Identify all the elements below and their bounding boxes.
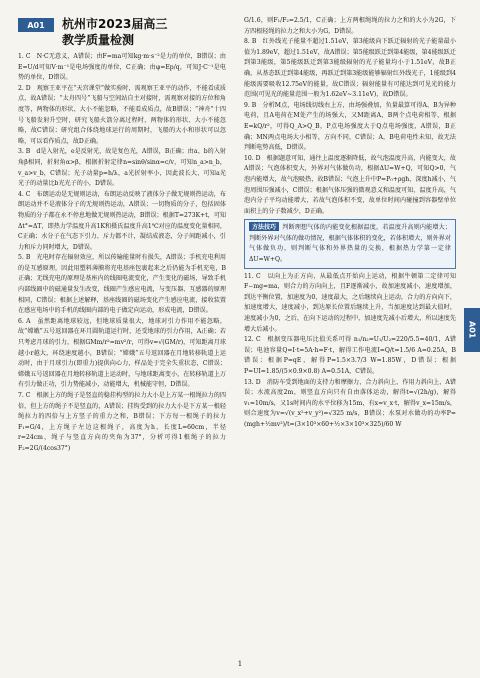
answer-1: 1. C N·C无意义，A错误；由F=ma可知kg·m·s⁻²是力的单位，B错误；由E=U/d可知V·m⁻¹是电场强度的单位，C正确；由φ=Ep/q，可知J·C⁻¹是电势的单位，D错误。 bbox=[18, 53, 226, 82]
answer-3: 3. B d是入射光，e是反射光，故是复色光，A错误，B正确；由a、b的入射角β相同，折射角α>β，根据折射定律n=sinθ/sinα=c/v，可知n_a>n_b，v_a>v_b，C错误；光子动量p=h/λ，a光折射率小，因此波长大，可知a光光子的动量比b光光子的小，D错误。 bbox=[18, 148, 226, 188]
answer-5: 5. B 光电时存在辐射效应，所以传输能量时有损失，A错误；手机充电利用的是互感原理，因此用塑料薄膜将充电基座包裹起来之后仍能为手机充电，B正确；无线充电的原理是基座内的线圈电流变化，产生变化的磁场，导致手机内部线圈中的磁通量发生改变，线圈产生感应电流，与变压器、互感器的原理相同，C错误；根据上述解释，基座线圈的磁场变化产生感应电流，接收装置在感应电场中的手机的线圈内部的电子做定向运动，形成电流，D错误。 bbox=[18, 254, 226, 315]
method-hint-box bbox=[244, 219, 456, 268]
side-tab: A01 bbox=[464, 308, 480, 352]
answer-10: 10. D 根据题意可知，通往上温度逐渐降低，故气泡温度升高，内能变大，故A错误；气泡体积变大，外界对气体做负功，根据ΔU=W+Q，可知Q>0，气泡内能增大，故气泡吸热，故B错误；气泡上升中P=P₀+ρgh，深度h减小，气泡周围压强减小，C错误；根据气体压强的微观意义和温度可知，温度升高，气泡内分子平均动能增大，若故气泡体积不变，故单位时间内碰撞到容器壁单位面积上的分子数减少，D正确。 bbox=[244, 154, 456, 215]
answer-7: 7. C 根据上方的绳子是竖直的稳挂构型的拉力大小是上方某一根绳拉力的四倍，但上方的绳子不是竖直的，A错误；挂钩受到的拉力大小是下方某一根轻绳拉力的四倍与上方竖子的重力之和，B错误；下方每一根绳子的拉力F₁=G/4，上方绳子左边这根绳子，高度为h，长度L=60cm，半径r=24cm，绳子与竖直方向的夹角为37°，分析可得1根绳子的拉力F₂=2G/(4cos37°) bbox=[18, 392, 226, 452]
method-hint-text: 判断理想气体的内能变化根据温度，若温度升高则内能增大；判断外界对气体的做功情况，根据气体体积的变化，若体积增大，则外界对气体做负功，则判断气体和外界热量的交换，根据热力学第一定律ΔU=W+Q。 bbox=[249, 224, 451, 264]
section-tag: A01 bbox=[18, 18, 54, 32]
answer-13: 13. D 消防车受到地面的支持力和摩擦力，合力斜向上，作用力斜向上，A错误；水流高度2m，则竖直方向只有自由落体运动，解得t=√(2h/g)，解得v₁=10m/s，又1s时间内的水平位移为15m，有x=v_x·t，解得v_x=15m/s，则合速度为v=√(v_x²+v_y²)=√325 m/s，B错误；水泵对水做功的功率P=(mgh+½mv²)/t=(3×10³×60+½×3×10³×325)/60 W bbox=[244, 378, 456, 428]
page-title bbox=[62, 16, 212, 48]
answer-8: 8. B 红外线光子能量不超过1.51eV，第3能级向下跃迁辐射的光子能量最小值为1.89eV，超过1.51eV，故A错误；第5能级跃迁到第4能级，第4能级跃迁到第3能级，第5能级跃迁到第3能级辐射的光子能量均小于1.51eV，故B正确，从基态跃迁到第4能级，再跃迁到第3能级能够辐射红外线光子，1能级到4能级需要吸收12.75eV的能量，故C错误；辐射能量有可能达到可见光的能力范围(可见光的能量范围一般为1.62eV~3.11eV)，故D错误。 bbox=[244, 38, 456, 99]
title-line-2: 教学质量检测 bbox=[62, 33, 135, 47]
title-line-1: 杭州市2023届高三 bbox=[62, 17, 168, 31]
answer-7-cont: G/1.6，则F₁/F₂=2.5/1，C正确；上方两根绳绳的拉力之和的大小为2G，下方四根轻绳的拉力之和大小为G，D错误。 bbox=[244, 17, 456, 35]
answer-2: 2. D 观察王亚平在“天宫课堂”做实验时，需观察王亚平的动作，不能看成质点，故A错误；“太舟四号”飞船与空间站自主对接时，需观察对接的方位和角度等，两物体的形状、大小不能忽略，不能看成质点，故B错误；“神舟”十四号飞船发射升空时，研究飞船火箭分离过程时，两物体的形状、大小不能忽略，故C错误；研究组合体绕地球运行的周期时，飞船的大小和形状可以忽略，可以看作质点，故D正确。 bbox=[18, 84, 226, 145]
answer-12: 12. C 根据变压器电压比值关系可得 n₁/n₂=U₁/U₂=220/5.5=40/1，A错误；电池容量Q=I·t=5A·h=F·t，解得工作电流I=Q/t=1.5/6 A=0.25A，B错误；根据P=qE，解得P=1.5×3.7/3 W=1.85W，D错误；根据P=UI=1.85/(5×0.9×0.8) A=0.51A，C错误。 bbox=[244, 336, 456, 375]
method-hint-label: 方法技巧 bbox=[249, 222, 279, 231]
right-column bbox=[244, 16, 456, 431]
answer-11: 11. C 以向上为正方向，从最低点开始向上运动，根据牛顿第二定律可知F−mg=ma，则合力的方向向上，且F逐渐减小，故加速度减小，速度增加，到达平衡位置，加速度为0，速度最大，之后继续向上运动，合力的方向向下，加速度增大，速度减小，到达原长位置后继续上升，当加速度达到最大值时，速度减小为0，之后，在向下运动的过程中，加速度先减小后增大，所以速度先增大后减小。 bbox=[244, 272, 456, 333]
page-number: 1 bbox=[237, 660, 243, 668]
answer-9: 9. B 分析M点，电场线切线右上方，由场强叠加，负量最算可得A、B为异种电荷，且A电荷在M处产生的场强大，又M距离A，B两个点电荷相等，根据E=kQ/r²，可得Q_A>Q_B，P点电场强度大于Q点电场强度，A错误，B正确；MN两点电场大小相等，方向不同，C错误；A，B电荷电性未知，故无法判断电势高低，D错误。 bbox=[244, 101, 456, 152]
left-column bbox=[18, 52, 226, 455]
answer-4: 4. C 布朗运动是无规则运动，布朗运动反映了液体分子做无规则热运动，布朗运动并不是液体分子的无规则热运动，A错误；一切物质的分子，包括固体物质的分子都在永不停息地做无规则热运动，B错误；根据T=273K+t，可知Δt°=ΔT，即热力学温度升高1K和摄氏温度升高1℃对应的温度变化量相同，C正确；水分子在气态下引力、斥力都不计，凝结成液态，分子间距减小，引力和斥力同时增大，D错误。 bbox=[18, 190, 227, 251]
answer-6: 6. A 虽然距离地球较远，但地球质量很大，地球对引力作用不能忽略，故“嫦娥”五号返回器在环月圆轨道运行时，还受地球的引力作用，A正确；若只考虑月球的引力，根据GMm/r²=mv²/r，可得v=√(GM/r)，可知距离月球越小r越大，环绕速度越小，B错误；“嫦娥”五号返回器在月地转移轨道上运动时，由于月球引力(即重力)提供向心力，样品处于完全失重状态，C错误；嫦娥五号返回器在月地转移轨道上运动时，与地球距离变小，在转移轨道上万有引力做正功，引力势能减小，动能增大，机械能守恒，D错误。 bbox=[18, 317, 226, 389]
